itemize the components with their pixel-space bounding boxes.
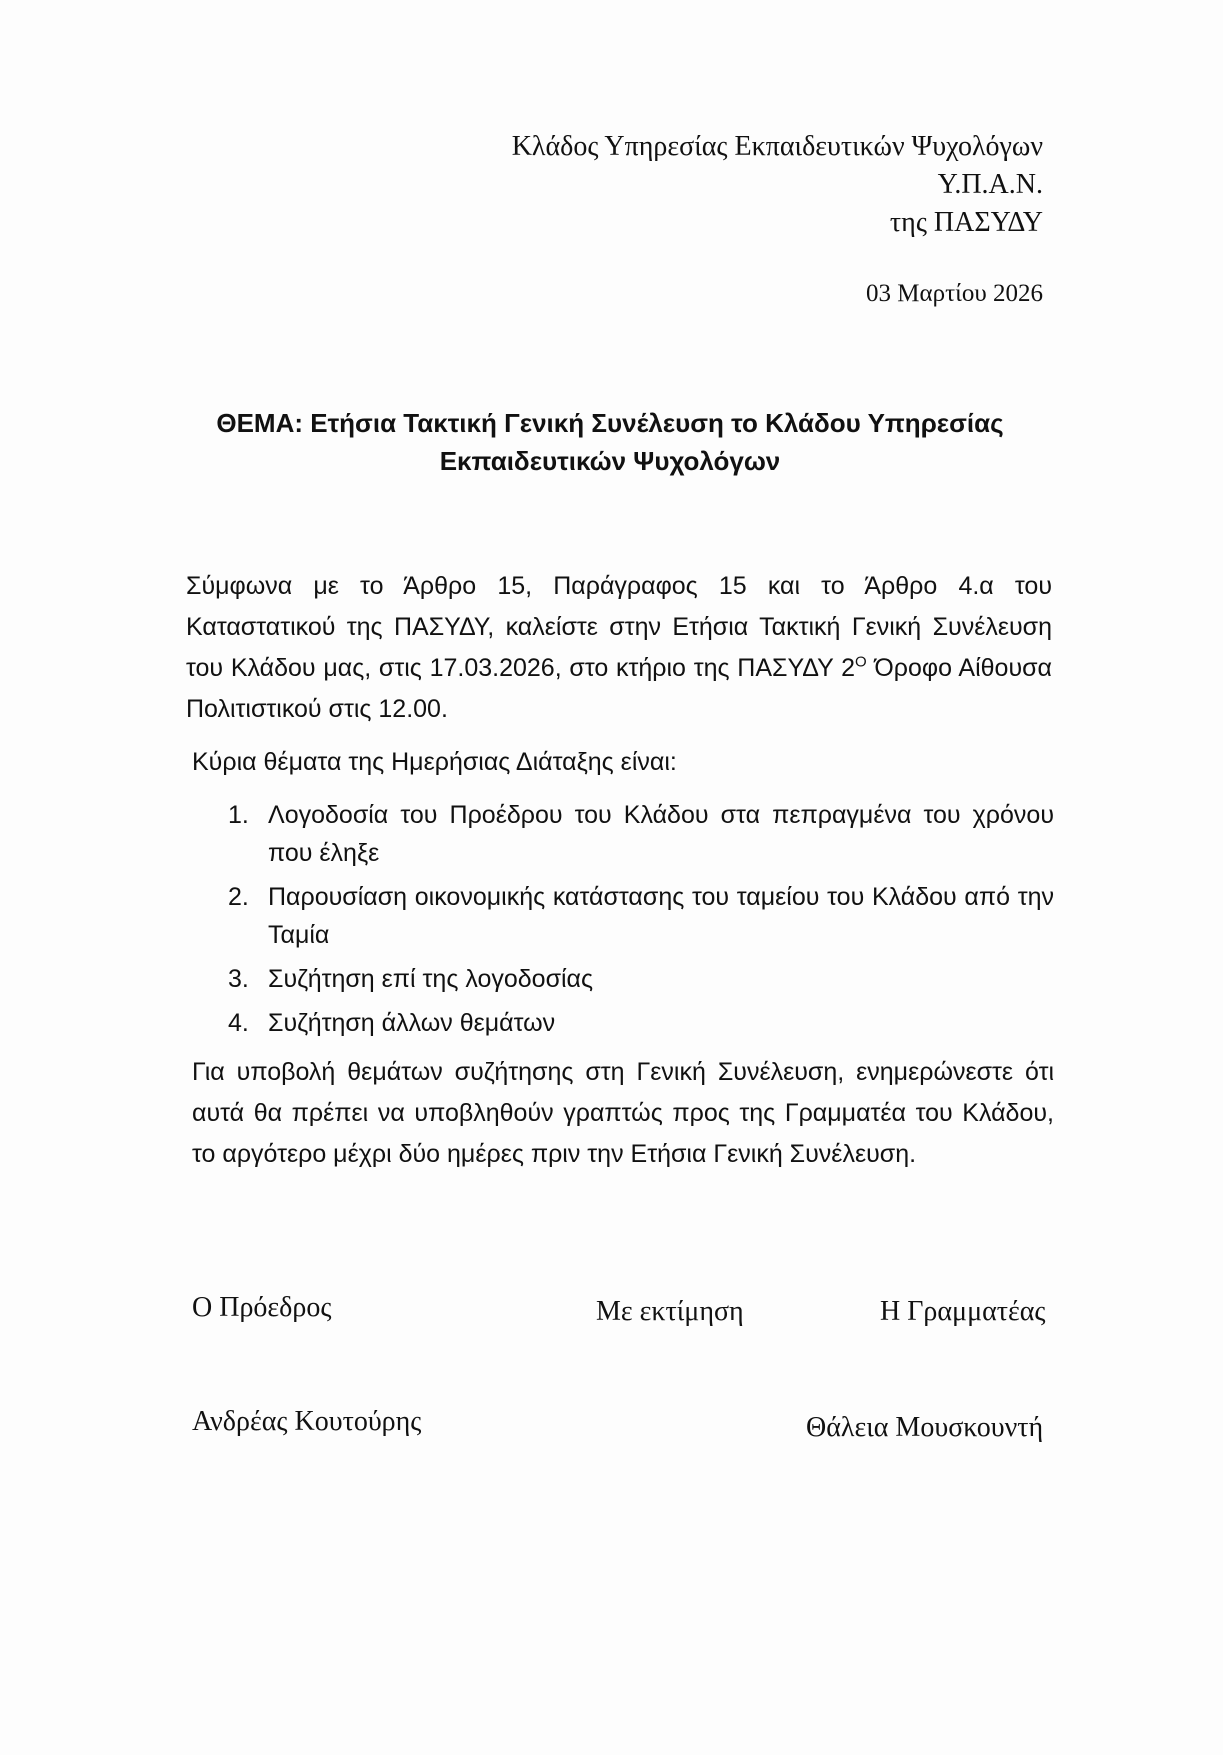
invitation-paragraph [186, 566, 1052, 730]
letterhead [512, 128, 1043, 242]
closing-regards: Με εκτίμηση [596, 1296, 744, 1327]
agenda-item-number: 1. [228, 801, 249, 829]
letter-date: 03 Μαρτίου 2026 [866, 280, 1043, 307]
agenda-intro: Κύρια θέματα της Ημερήσιας Διάταξης είναι: [192, 748, 677, 776]
agenda-item [228, 1004, 1054, 1042]
subject-heading [180, 404, 1040, 480]
agenda-item-text: Παρουσίαση οικονομικής κατάστασης του ταμείου του Κλάδου από την Ταμία [268, 883, 1054, 949]
letterhead-union: της ΠΑΣΥΔΥ [889, 207, 1043, 238]
agenda-item [228, 960, 1054, 998]
letterhead-department: Υ.Π.Α.Ν. [937, 169, 1043, 200]
secretary-name: Θάλεια Μουσκουντή [806, 1412, 1044, 1443]
letterhead-branch: Κλάδος Υπηρεσίας Εκπαιδευτικών Ψυχολόγων [511, 131, 1043, 162]
agenda-item-text: Συζήτηση άλλων θεμάτων [268, 1009, 556, 1037]
agenda-item-number: 2. [228, 883, 249, 911]
agenda-item-text: Συζήτηση επί της λογοδοσίας [268, 965, 594, 993]
president-name: Ανδρέας Κουτούρης [192, 1406, 422, 1437]
subject-line-2: Εκπαιδευτικών Ψυχολόγων [439, 446, 781, 476]
floor-superscript: Ο [855, 653, 867, 671]
president-title: Ο Πρόεδρος [192, 1292, 332, 1323]
agenda-item-text: Λογοδοσία του Προέδρου του Κλάδου στα πεπραγμένα του χρόνου που έληξε [268, 801, 1054, 867]
agenda-item-number: 4. [228, 1009, 249, 1037]
invitation-text: Σύμφωνα με το Άρθρο 15, Παράγραφος 15 και το Άρθρο 4.α του Καταστατικού της ΠΑΣΥΔΥ, καλείστε στην Ετήσια Τακτική Γενική Συνέλευση του Κλάδου μας, στις 17.03.2026, στο κτήριο της ΠΑΣΥΔΥ 2 [186, 572, 1052, 682]
secretary-title: Η Γραμματέας [880, 1296, 1046, 1327]
subject-line-1: ΘΕΜΑ: Ετήσια Τακτική Γενική Συνέλευση το Κλάδου Υπηρεσίας [216, 408, 1004, 438]
agenda-list [228, 796, 1054, 1048]
closing-paragraph: Για υποβολή θεμάτων συζήτησης στη Γενική Συνέλευση, ενημερώνεστε ότι αυτά θα πρέπει να υποβληθούν γραπτώς προς της Γραμματέα του Κλάδου, το αργότερο μέχρι δύο ημέρες πριν την Ετήσια Γενική Συνέλευση. [192, 1058, 1054, 1168]
invitation-text-end: Όροφο Αίθουσα Πολιτιστικού στις 12.00. [186, 654, 1052, 723]
agenda-item [228, 796, 1054, 872]
agenda-item [228, 878, 1054, 954]
agenda-item-number: 3. [228, 965, 249, 993]
